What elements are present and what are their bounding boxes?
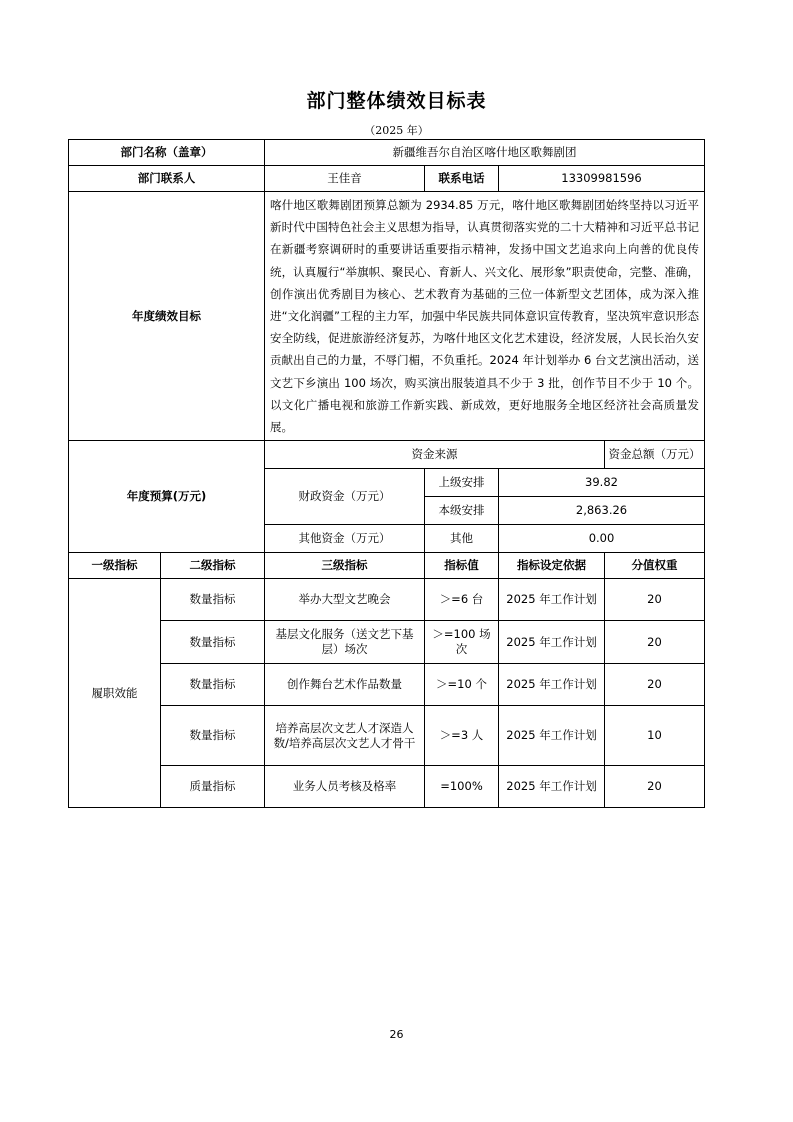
other-label: 其他: [425, 525, 499, 553]
indicator-basis: 2025 年工作计划: [499, 579, 605, 621]
upper-allocation-label: 上级安排: [425, 469, 499, 497]
level3-indicator: 业务人员考核及格率: [265, 766, 425, 808]
level3-indicator: 举办大型文艺晚会: [265, 579, 425, 621]
level2-indicator: 数量指标: [161, 664, 265, 706]
header-basis: 指标设定依据: [499, 553, 605, 579]
page-number: 26: [389, 1028, 404, 1041]
budget-source-header: 资金来源: [265, 441, 605, 469]
header-value: 指标值: [425, 553, 499, 579]
budget-header-row: [69, 441, 705, 469]
indicator-value: =100%: [425, 766, 499, 808]
table-row: [69, 664, 705, 706]
dept-contact-label: 部门联系人: [69, 166, 265, 192]
phone-value: 13309981596: [499, 166, 705, 192]
page-title: 部门整体绩效目标表: [306, 90, 487, 112]
table-row: [69, 579, 705, 621]
performance-table: [68, 139, 705, 808]
dept-name-row: [69, 140, 705, 166]
dept-name-label: 部门名称（盖章）: [69, 140, 265, 166]
level2-indicator: 数量指标: [161, 579, 265, 621]
dept-contact-row: [69, 166, 705, 192]
indicator-value: ＞=100 场次: [425, 621, 499, 664]
phone-label: 联系电话: [425, 166, 499, 192]
indicator-weight: 20: [605, 621, 705, 664]
level2-indicator: 数量指标: [161, 706, 265, 766]
other-value: 0.00: [499, 525, 705, 553]
goal-label: 年度绩效目标: [69, 192, 265, 441]
other-funds-label: 其他资金（万元）: [265, 525, 425, 553]
budget-label: 年度预算(万元): [69, 441, 265, 553]
header-level3: 三级指标: [265, 553, 425, 579]
indicator-basis: 2025 年工作计划: [499, 664, 605, 706]
header-level2: 二级指标: [161, 553, 265, 579]
goal-text: 喀什地区歌舞剧团预算总额为 2934.85 万元，喀什地区歌舞剧团始终坚持以习近平新时代中国特色社会主义思想为指导，认真贯彻落实党的二十大精神和习近平总书记在新疆考察调研时的重要讲话重要指示精神，发扬中国文艺追求向上向善的优良传统，认真履行“举旗帜、聚民心、育新人、兴文化、展形象”职责使命，完整、准确，创作演出优秀剧目为核心、艺术教育为基础的三位一体新型文艺团体，成为深入推进“文化润疆”工程的主力军，加强中华民族共同体意识宣传教育，坚决筑牢意识形态安全防线，促进旅游经济复苏，为喀什地区文化艺术建设，经济发展，人民长治久安贡献出自己的力量，不辱门楣，不负重托。2024 年计划举办 6 台文艺演出活动，送文艺下乡演出 100 场次，购买演出服装道具不少于 3 批，创作节目不少于 10 个。以文化广播电视和旅游工作新实践、新成效，更好地服务全地区经济社会高质量发展。: [265, 192, 705, 441]
header-weight: 分值权重: [605, 553, 705, 579]
indicator-weight: 20: [605, 579, 705, 621]
year-label: （2025 年）: [364, 124, 429, 137]
table-row: [69, 706, 705, 766]
table-row: [69, 621, 705, 664]
level3-indicator: 创作舞台艺术作品数量: [265, 664, 425, 706]
indicator-weight: 20: [605, 664, 705, 706]
indicator-basis: 2025 年工作计划: [499, 706, 605, 766]
header-level1: 一级指标: [69, 553, 161, 579]
budget-total-header: 资金总额（万元）: [605, 441, 705, 469]
dept-name-value: 新疆维吾尔自治区喀什地区歌舞剧团: [265, 140, 705, 166]
level3-indicator: 基层文化服务（送文艺下基层）场次: [265, 621, 425, 664]
indicator-basis: 2025 年工作计划: [499, 621, 605, 664]
indicator-value: ＞=6 台: [425, 579, 499, 621]
dept-contact-value: 王佳音: [265, 166, 425, 192]
level2-indicator: 数量指标: [161, 621, 265, 664]
fiscal-funds-label: 财政资金（万元）: [265, 469, 425, 525]
indicator-weight: 20: [605, 766, 705, 808]
indicator-value: ＞=3 人: [425, 706, 499, 766]
indicator-value: ＞=10 个: [425, 664, 499, 706]
level1-indicator: 履职效能: [69, 579, 161, 808]
upper-allocation-value: 39.82: [499, 469, 705, 497]
table-row: [69, 766, 705, 808]
goal-row: [69, 192, 705, 441]
local-allocation-value: 2,863.26: [499, 497, 705, 525]
indicator-basis: 2025 年工作计划: [499, 766, 605, 808]
level2-indicator: 质量指标: [161, 766, 265, 808]
indicator-header-row: [69, 553, 705, 579]
indicator-weight: 10: [605, 706, 705, 766]
level3-indicator: 培养高层次文艺人才深造人数/培养高层次文艺人才骨干: [265, 706, 425, 766]
local-allocation-label: 本级安排: [425, 497, 499, 525]
